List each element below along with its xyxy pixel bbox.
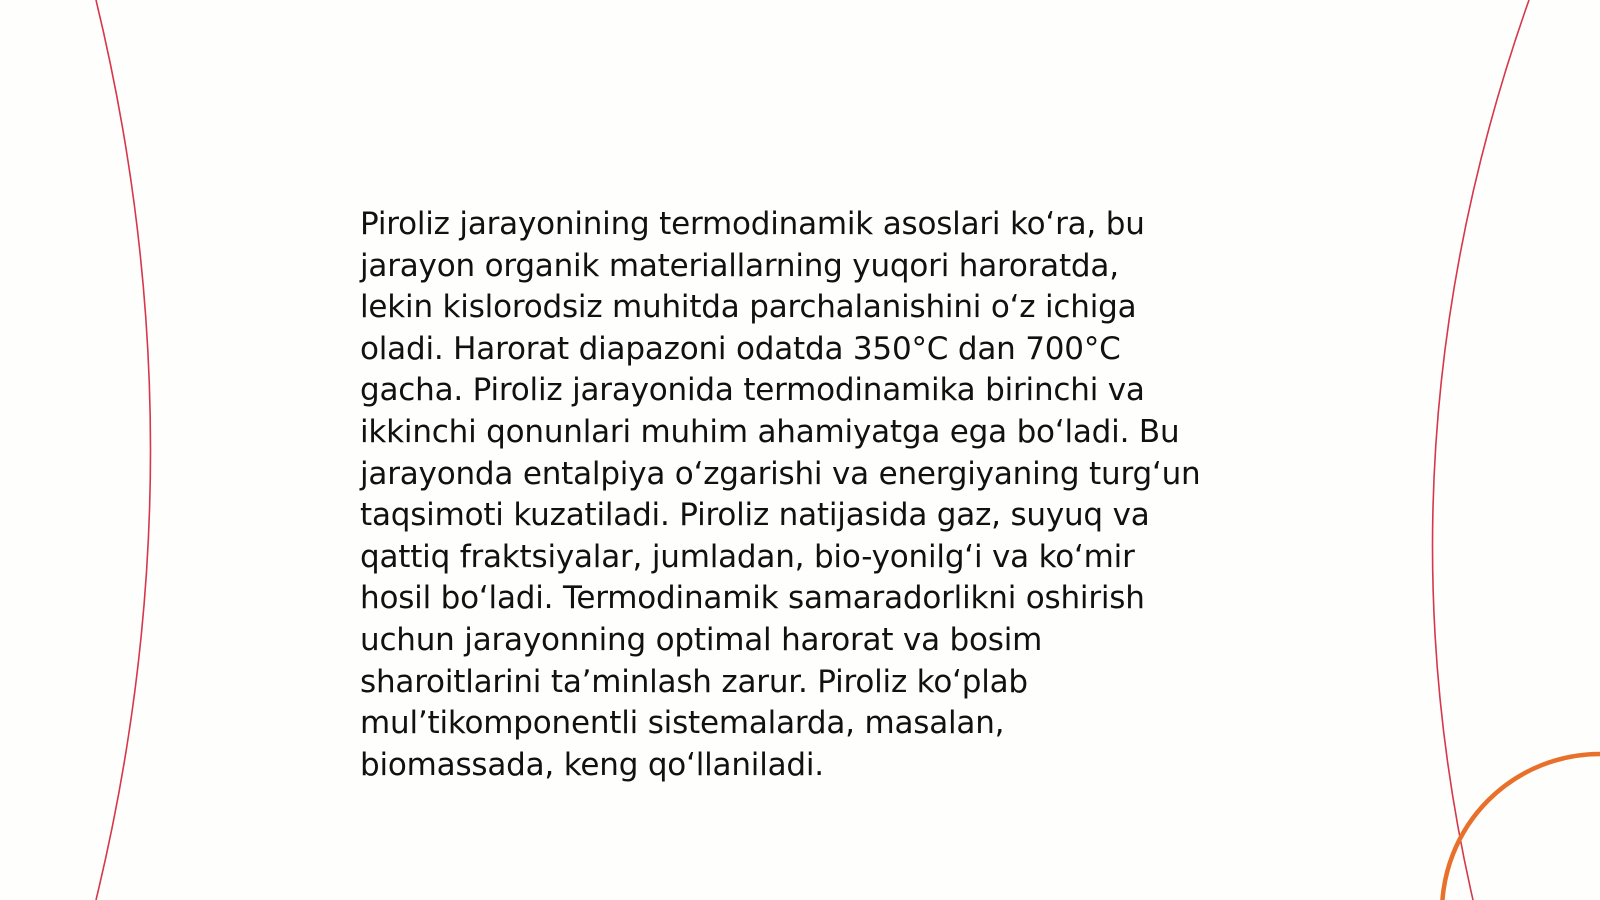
left-decorative-arc [96, 0, 151, 900]
slide-body-text [360, 204, 1270, 786]
body-line: lekin kislorodsiz muhitda parchalanishini oʻz ichiga [360, 289, 1137, 326]
corner-decorative-circle [1442, 754, 1600, 900]
body-line: Piroliz jarayonining termodinamik asoslari koʻra, bu [360, 206, 1145, 242]
body-line: sharoitlarini taʼminlash zarur. Piroliz koʻplab [360, 663, 1028, 700]
body-line: ikkinchi qonunlari muhim ahamiyatga ega boʻladi. Bu [360, 413, 1180, 450]
body-line: biomassada, keng qoʻllaniladi. [360, 746, 824, 783]
body-line: hosil boʻladi. Termodinamik samaradorlikni oshirish [360, 580, 1145, 617]
body-line: mulʼtikomponentli sistemalarda, masalan, [360, 705, 1005, 742]
right-decorative-arc [1433, 0, 1529, 900]
body-line: gacha. Piroliz jarayonida termodinamika birinchi va [360, 372, 1145, 409]
body-line: taqsimoti kuzatiladi. Piroliz natijasida gaz, suyuq va [360, 497, 1150, 534]
body-line: jarayon organik materiallarning yuqori haroratda, [360, 247, 1119, 284]
body-line: jarayonda entalpiya oʻzgarishi va energiyaning turgʻun [360, 455, 1201, 492]
body-line: uchun jarayonning optimal harorat va bosim [360, 621, 1043, 658]
body-line: oladi. Harorat diapazoni odatda 350°C dan 700°C [360, 330, 1121, 367]
body-line: qattiq fraktsiyalar, jumladan, bio-yonilgʻi va koʻmir [360, 538, 1135, 575]
